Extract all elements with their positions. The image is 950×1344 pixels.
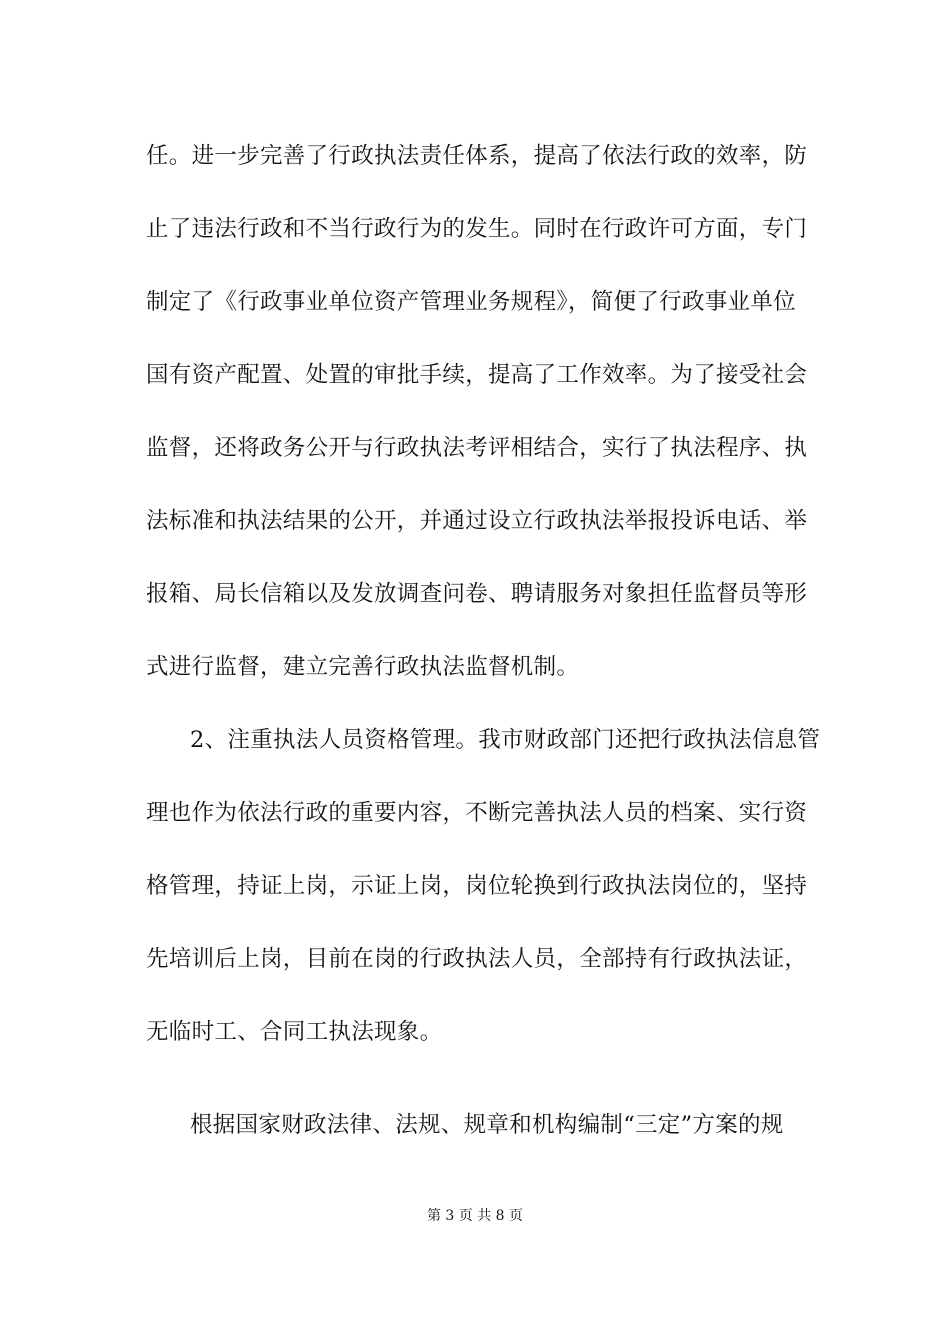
- paragraph-line: 2、注重执法人员资格管理。我市财政部门还把行政执法信息管: [190, 727, 821, 753]
- paragraph-line: 理也作为依法行政的重要内容，不断完善执法人员的档案、实行资: [146, 800, 808, 826]
- paragraph-line: 任。进一步完善了行政执法责任体系，提高了依法行政的效率，防: [146, 143, 808, 169]
- paragraph-line: 监督，还将政务公开与行政执法考评相结合，实行了执法程序、执: [146, 435, 808, 461]
- paragraph-line: 根据国家财政法律、法规、规章和机构编制“三定”方案的规: [190, 1112, 784, 1138]
- paragraph-line: 报箱、局长信箱以及发放调查问卷、聘请服务对象担任监督员等形: [146, 581, 808, 607]
- paragraph-line: 式进行监督，建立完善行政执法监督机制。: [146, 654, 580, 680]
- paragraph-line: 国有资产配置、处置的审批手续，提高了工作效率。为了接受社会: [146, 362, 808, 388]
- paragraph-line: 格管理，持证上岗，示证上岗，岗位轮换到行政执法岗位的，坚持: [146, 873, 808, 899]
- paragraph-line: 止了违法行政和不当行政行为的发生。同时在行政许可方面，专门: [146, 216, 808, 242]
- page-number-footer: 第 3 页 共 8 页: [426, 1208, 524, 1224]
- paragraph-line: 先培训后上岗，目前在岗的行政执法人员，全部持有行政执法证，: [146, 946, 808, 972]
- paragraph-line: 制定了《行政事业单位资产管理业务规程》，简便了行政事业单位: [146, 289, 796, 315]
- paragraph-line: 法标准和执法结果的公开，并通过设立行政执法举报投诉电话、举: [146, 508, 808, 534]
- paragraph-line: 无临时工、合同工执法现象。: [146, 1019, 443, 1045]
